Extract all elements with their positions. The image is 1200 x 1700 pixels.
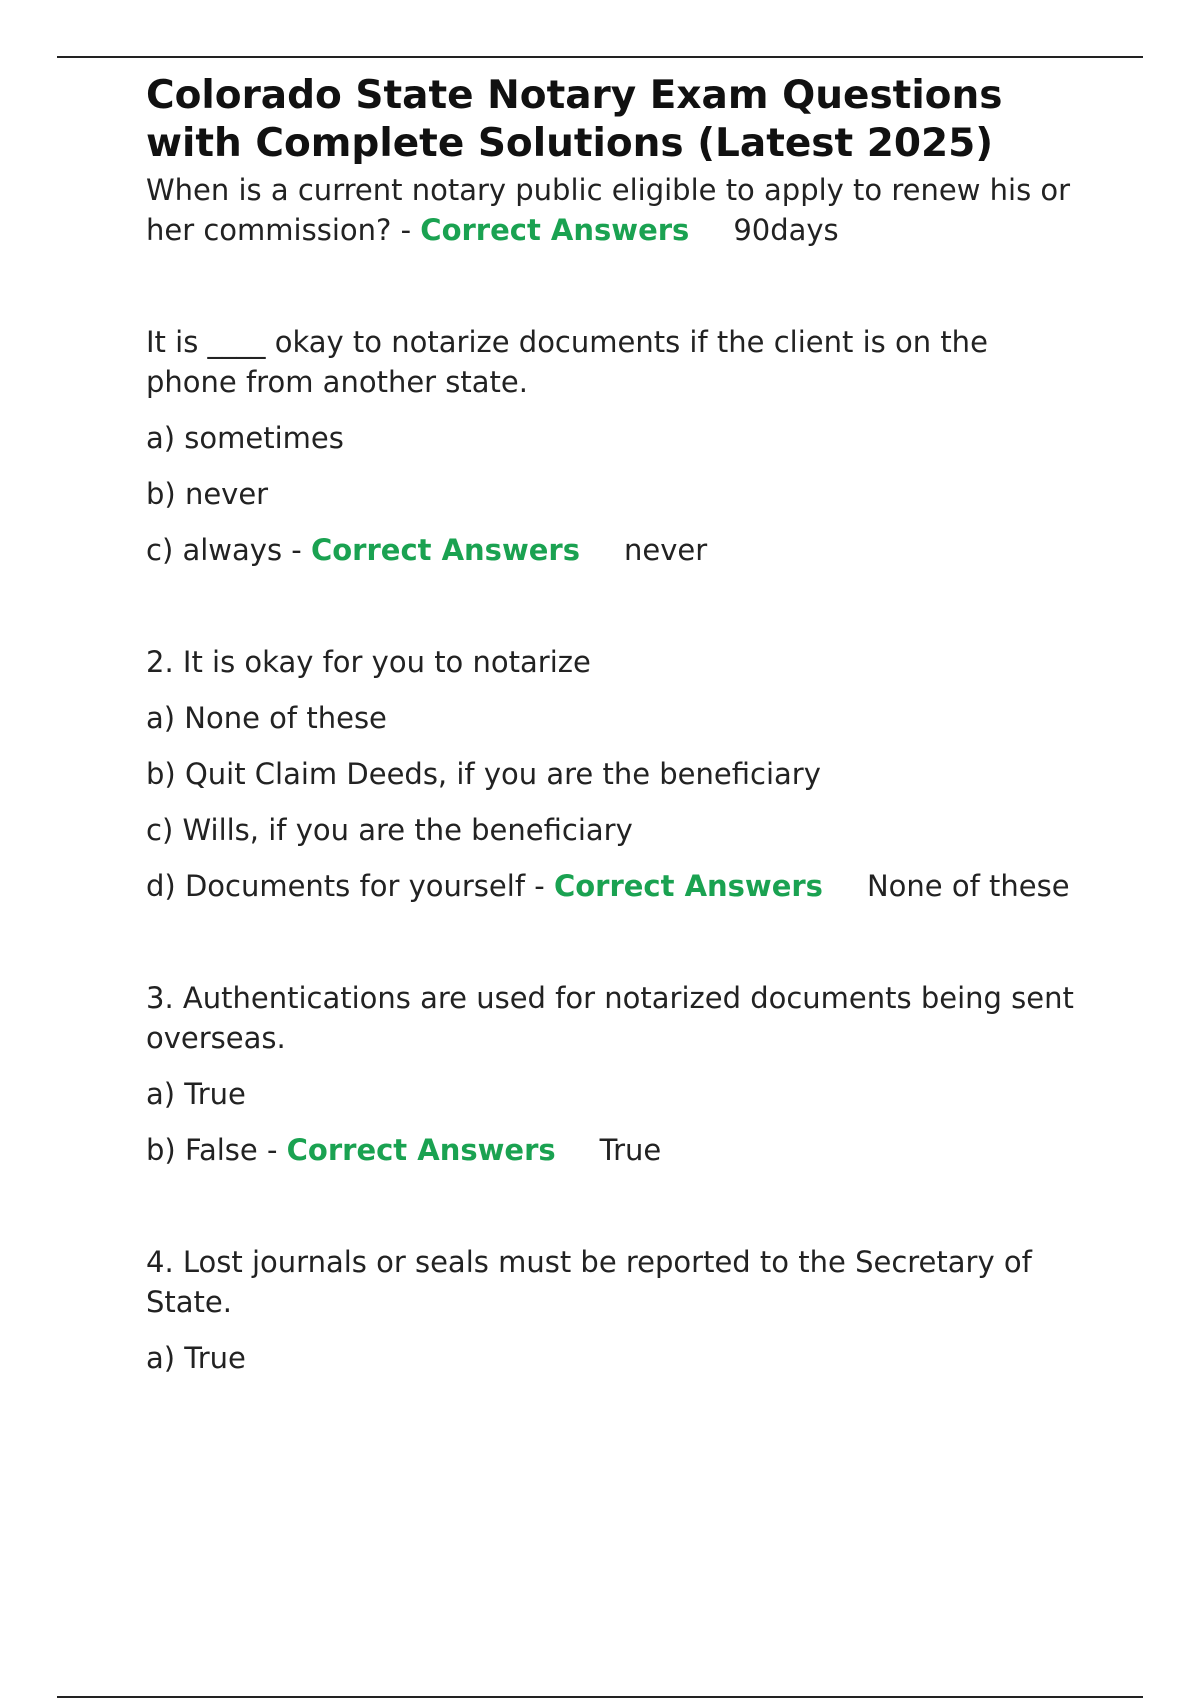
answer-value: 90days — [733, 213, 839, 247]
bottom-rule — [57, 1696, 1143, 1698]
option: a) sometimes — [146, 421, 344, 455]
answer-value: True — [599, 1133, 662, 1167]
question-5-text: 4. Lost journals or seals must be reported to the Secretary of State. — [146, 1245, 1032, 1319]
question-3-text: 2. It is okay for you to notarize — [146, 645, 591, 679]
top-rule — [57, 56, 1143, 58]
answer-value: None of these — [866, 869, 1070, 903]
option: b) never — [146, 477, 269, 511]
option-text: d) Documents for yourself - — [146, 869, 554, 903]
option: a) None of these — [146, 701, 387, 735]
option: c) Wills, if you are the beneficiary — [146, 813, 633, 847]
option-text: b) False - — [146, 1133, 287, 1167]
option-text: c) always - — [146, 533, 311, 567]
answer-label: Correct Answers — [286, 1133, 556, 1167]
answer-label: Correct Answers — [420, 213, 690, 247]
option-with-answer — [146, 866, 1086, 906]
option-with-answer — [146, 530, 1086, 570]
question-4-text: 3. Authentications are used for notarized documents being sent overseas. — [146, 981, 1074, 1055]
document-body — [146, 72, 1086, 1378]
question-2-text: It is ____ okay to notarize documents if the client is on the phone from another state. — [146, 325, 988, 399]
option-with-answer — [146, 1130, 1086, 1170]
option: a) True — [146, 1077, 246, 1111]
answer-label: Correct Answers — [553, 869, 823, 903]
answer-label: Correct Answers — [310, 533, 580, 567]
question-1 — [146, 170, 1086, 250]
document-title: Colorado State Notary Exam Questions with Complete Solutions (Latest 2025) — [146, 73, 1003, 166]
option: a) True — [146, 1341, 246, 1375]
answer-value: never — [623, 533, 708, 567]
option: b) Quit Claim Deeds, if you are the beneficiary — [146, 757, 821, 791]
question-1-text: When is a current notary public eligible to apply to renew his or her commission? - — [146, 173, 1071, 247]
